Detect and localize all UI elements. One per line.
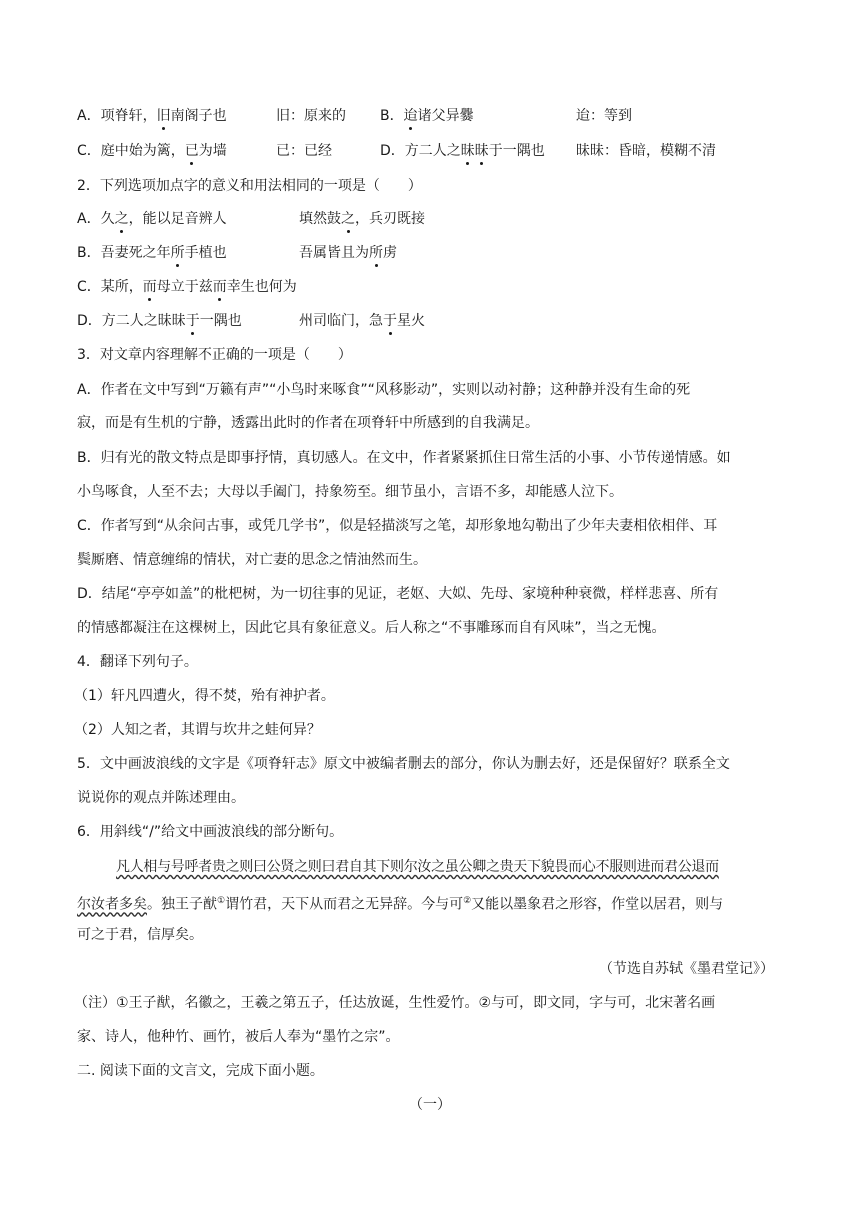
- option-text: C．某所，: [77, 279, 143, 295]
- q2-option-d: [77, 311, 242, 331]
- q4-sentence-1: （1）轩凡四遭火，得不焚，殆有神护者。: [74, 688, 335, 704]
- q1-option-a-gloss: 旧：原来的: [276, 108, 346, 124]
- q3-option-d-line1: D．结尾“亭亭如盖”的枇杷树，为一切往事的见证，老妪、大姒、先母、家境种种衰微，样样悲喜、所有: [77, 586, 719, 602]
- q4-sentence-2: （2）人知之者，其谓与坎井之蛙何异？: [74, 722, 321, 738]
- passage-text: 谓竹君，天下从而君之无异辞。今与可: [225, 896, 464, 913]
- dotted-char: 旧: [156, 108, 171, 124]
- option-text: 星火: [397, 313, 425, 329]
- note-line1: （注）①王子猷，名徽之，王羲之第五子，任达放诞，生性爱竹。②与可，即文同，字与可，北宋著名画: [74, 995, 716, 1011]
- dotted-char: 之: [341, 211, 355, 227]
- wavy-underlined-text: 尔汝者多矣: [77, 896, 147, 913]
- dotted-char: 而: [142, 279, 157, 295]
- footnote-marker: ②: [463, 896, 472, 906]
- option-text: 于一隅也: [488, 143, 545, 159]
- passage-line2: [77, 891, 723, 915]
- q1-option-d: [380, 141, 545, 161]
- option-text: B．: [380, 108, 404, 124]
- wavy-underlined-text: 凡人相与号呼者贵之则曰公贤之则曰君自其下则尔汝之虽公卿之贵天下貌畏而心不服则进而君公退而: [116, 859, 719, 875]
- option-text: 虏: [383, 245, 397, 261]
- q2-stem: 2．下列选项加点字的意义和用法相同的一项是（ ）: [77, 178, 422, 194]
- q2-option-a: [77, 209, 227, 229]
- dotted-char: 所: [170, 245, 185, 261]
- q3-option-b-line2: 小鸟啄食，人至不去；大母以手阖门，持象笏至。细节虽小，言语不多，却能感人泣下。: [77, 484, 623, 500]
- dotted-char: 昧: [460, 143, 475, 159]
- q1-option-b: [380, 106, 474, 126]
- q3-stem: 3．对文章内容理解不正确的一项是（ ）: [77, 347, 352, 363]
- option-text: D．方二人之昧昧: [77, 313, 186, 329]
- option-text: 南阁子也: [170, 108, 227, 124]
- passage-text: 。独王子猷: [147, 896, 217, 913]
- passage-source: （节选自苏轼《墨君堂记》）: [599, 961, 774, 977]
- passage-line3: 可之于君，信厚矣。: [77, 927, 203, 943]
- q3-option-c-line1: C．作者写到“从余问古事，或凭几学书”，似是轻描淡写之笔，却形象地勾勒出了少年夫妻相依相伴、耳: [77, 518, 718, 534]
- option-text: 为墙: [198, 143, 227, 159]
- footnote-marker: ①: [217, 896, 226, 906]
- option-text: ，兵刃既接: [355, 211, 425, 227]
- section2-heading: 二. 阅读下面的文言文，完成下面小题。: [77, 1063, 324, 1079]
- q1-option-b-gloss: 迨：等到: [576, 108, 632, 124]
- q3-option-a-line2: 寂，而是有生机的宁静，透露出此时的作者在项脊轩中所感到的自我满足。: [77, 415, 539, 431]
- option-text: 母立于兹: [156, 279, 213, 295]
- option-text: C．庭中始为篱，: [77, 143, 185, 159]
- q3-option-c-line2: 鬓厮磨、情意缠绵的情状，对亡妻的思念之情油然而生。: [77, 552, 427, 568]
- q1-option-d-gloss: 昧昧：昏暗，模糊不清: [576, 143, 716, 159]
- dotted-char: 于: [383, 313, 397, 329]
- option-text: ，能以足音辨人: [128, 211, 227, 227]
- dotted-char: 已: [184, 143, 199, 159]
- option-text: 幸生也何为: [226, 279, 297, 295]
- q1-option-c-gloss: 已：已经: [276, 143, 332, 159]
- q5-line1: 5．文中画波浪线的文字是《项脊轩志》原文中被编者删去的部分，你认为删去好，还是保留好？联系全文: [77, 756, 730, 772]
- q4-stem: 4．翻译下列句子。: [77, 654, 198, 670]
- dotted-char: 于: [185, 313, 200, 329]
- q3-option-a-line1: A．作者在文中写到“万籁有声”“小鸟时来啄食”“风移影动”，实则以动衬静；这种静并没有生命的死: [77, 382, 691, 398]
- section2-subheading: （一）: [409, 1097, 451, 1113]
- q2-option-d-compare: [299, 311, 425, 331]
- q3-option-d-line2: 的情感都凝注在这棵树上，因此它具有象征意义。后人称之“不事雕琢而自有风味”，当之无愧。: [77, 620, 666, 636]
- q2-option-c: [77, 277, 297, 297]
- q5-line2: 说说你的观点并陈述理由。: [77, 790, 245, 806]
- q2-option-a-compare: [299, 209, 425, 229]
- option-text: 一隅也: [199, 313, 242, 329]
- option-text: 州司临门，急: [299, 313, 383, 329]
- note-line2: 家、诗人，他种竹、画竹，被后人奉为“墨竹之宗”。: [77, 1029, 400, 1045]
- option-text: D．方二人之: [380, 143, 461, 159]
- option-text: A．久: [77, 211, 115, 227]
- option-text: 手植也: [184, 245, 227, 261]
- q1-option-a: [77, 106, 227, 126]
- q6-stem: 6．用斜线“/”给文中画波浪线的部分断句。: [77, 824, 344, 840]
- option-text: A．项脊轩，: [77, 108, 157, 124]
- option-text: B．吾妻死之年: [77, 245, 171, 261]
- q2-option-b-compare: [299, 243, 397, 263]
- q1-option-c: [77, 141, 227, 161]
- passage-text: 又能以墨象君之形容，作堂以居君，则与: [471, 896, 724, 913]
- option-text: 填然鼓: [299, 211, 341, 227]
- passage-line1: [116, 857, 719, 877]
- dotted-char: 所: [369, 245, 383, 261]
- option-text: 诸父异爨: [417, 108, 474, 124]
- q3-option-b-line1: B．归有光的散文特点是即事抒情，真切感人。在文中，作者紧紧抓住日常生活的小事、小节传递情感。如: [77, 450, 731, 466]
- q2-option-b: [77, 243, 227, 263]
- dotted-char: 而: [212, 279, 227, 295]
- dotted-char: 之: [114, 211, 129, 227]
- dotted-char: 昧: [474, 143, 489, 159]
- dotted-char: 迨: [403, 108, 418, 124]
- option-text: 吾属皆且为: [299, 245, 369, 261]
